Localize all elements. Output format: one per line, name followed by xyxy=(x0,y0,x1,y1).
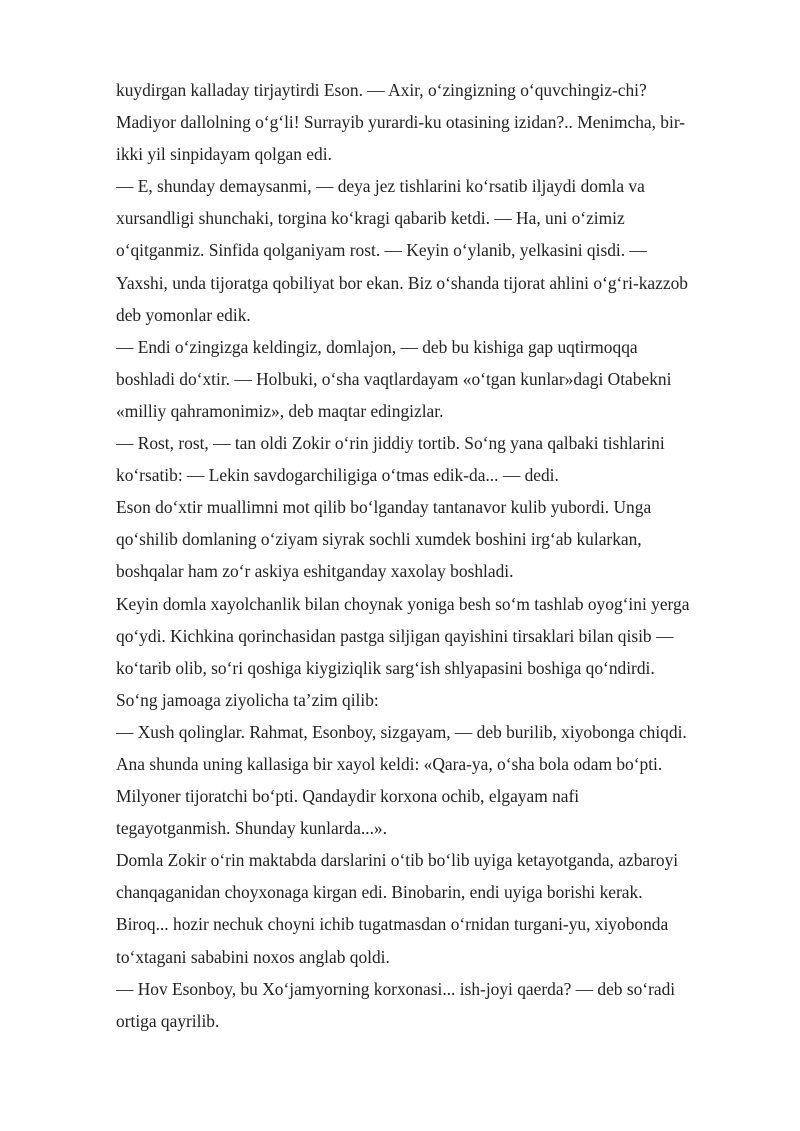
text-line-25: Domla Zokir o‘rin maktabda darslarini o‘tib bo‘lib uyiga ketayotganda, azbaroyi xyxy=(116,850,679,871)
text-line-20: So‘ng jamoaga ziyolicha ta’zim qilib: xyxy=(116,689,379,710)
text-line-22: Ana shunda uning kallasiga bir xayol keldi: «Qara-ya, o‘sha bola odam bo‘pti. xyxy=(116,753,663,774)
text-line-7: Yaxshi, unda tijoratga qobiliyat bor ekan. Biz o‘shanda tijorat ahlini o‘g‘ri-kazzob xyxy=(116,272,688,293)
body-text xyxy=(116,74,756,1037)
text-line-4: — E, shunday demaysanmi, — deya jez tishlarini ko‘rsatib iljaydi domla va xyxy=(116,176,645,197)
text-line-13: ko‘rsatib: — Lekin savdogarchiligiga o‘tmas edik-da... — dedi. xyxy=(116,465,559,486)
text-line-23: Milyoner tijoratchi bo‘pti. Qandaydir korxona ochib, elgayam nafi xyxy=(116,786,580,807)
text-line-29: — Hov Esonboy, bu Xo‘jamyorning korxonasi... ish-joyi qaerda? — deb so‘radi xyxy=(116,978,676,999)
text-line-28: to‘xtagani sababini noxos anglab qoldi. xyxy=(116,946,390,967)
text-line-3: ikki yil sinpidayam qolgan edi. xyxy=(116,144,332,165)
text-line-2: Madiyor dallolning o‘g‘li! Surrayib yurardi-ku otasining izidan?.. Menimcha, bir- xyxy=(116,112,686,133)
text-line-30: ortiga qayrilib. xyxy=(116,1010,220,1031)
text-line-12: — Rost, rost, — tan oldi Zokir o‘rin jiddiy tortib. So‘ng yana qalbaki tishlarini xyxy=(116,433,665,454)
text-line-15: qo‘shilib domlaning o‘ziyam siyrak sochli xumdek boshini irg‘ab kularkan, xyxy=(116,529,642,550)
text-line-10: boshladi do‘xtir. — Holbuki, o‘sha vaqtlardayam «o‘tgan kunlar»dagi Otabekni xyxy=(116,368,672,389)
text-line-16: boshqalar ham zo‘r askiya eshitganday xaxolay boshladi. xyxy=(116,561,514,582)
text-line-8: deb yomonlar edik. xyxy=(116,304,251,325)
text-line-26: chanqaganidan choyxonaga kirgan edi. Binobarin, endi uyiga borishi kerak. xyxy=(116,882,643,903)
text-line-18: qo‘ydi. Kichkina qorinchasidan pastga siljigan qayishini tirsaklari bilan qisib — xyxy=(116,625,674,646)
text-line-9: — Endi o‘zingizga keldingiz, domlajon, — deb bu kishiga gap uqtirmoqqa xyxy=(116,336,638,357)
text-line-14: Eson do‘xtir muallimni mot qilib bo‘lganday tantanavor kulib yubordi. Unga xyxy=(116,497,652,518)
text-line-11: «milliy qahramonimiz», deb maqtar edingizlar. xyxy=(116,400,444,421)
text-line-21: — Xush qolinglar. Rahmat, Esonboy, sizgayam, — deb burilib, xiyobonga chiqdi. xyxy=(116,721,687,742)
text-line-5: xursandligi shunchaki, torgina ko‘kragi qabarib ketdi. — Ha, uni o‘zimiz xyxy=(116,208,625,229)
text-line-17: Keyin domla xayolchanlik bilan choynak yoniga besh so‘m tashlab oyog‘ini yerga xyxy=(116,593,690,614)
text-line-24: tegayotganmish. Shunday kunlarda...». xyxy=(116,818,387,839)
text-line-1: kuydirgan kalladay tirjaytirdi Eson. — Axir, o‘zingizning o‘quvchingiz-chi? xyxy=(116,80,647,100)
text-line-27: Biroq... hozir nechuk choyni ichib tugatmasdan o‘rnidan turgani-yu, xiyobonda xyxy=(116,914,669,935)
text-line-19: ko‘tarib olib, so‘ri qoshiga kiygiziqlik sarg‘ish shlyapasini boshiga qo‘ndirdi. xyxy=(116,657,655,678)
text-line-6: o‘qitganmiz. Sinfida qolganiyam rost. — Keyin o‘ylanib, yelkasini qisdi. — xyxy=(116,240,647,261)
